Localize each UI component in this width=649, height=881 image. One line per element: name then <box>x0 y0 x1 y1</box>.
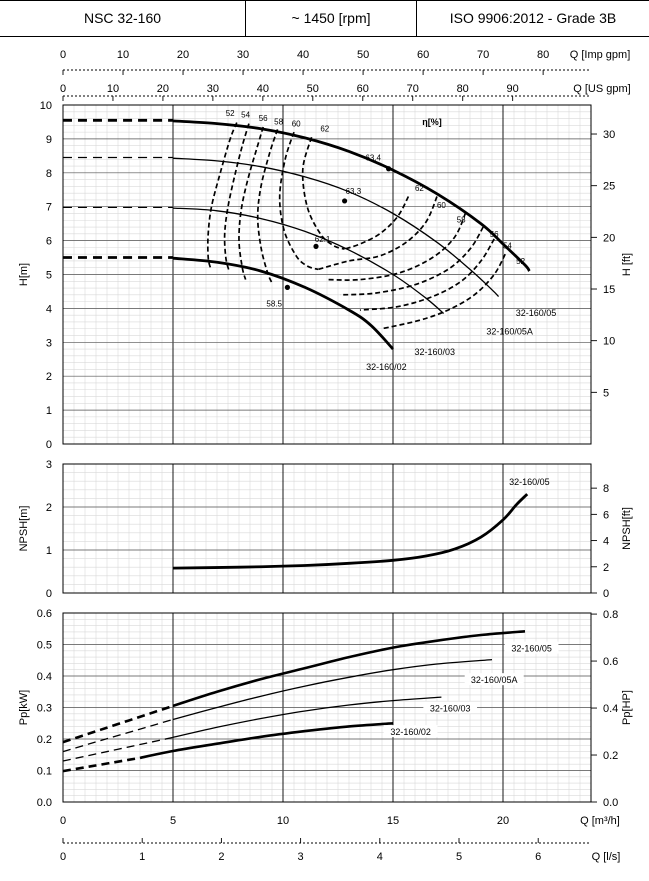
iso-eff-left-56 <box>239 127 263 280</box>
head-right-tick-label: 15 <box>603 284 616 297</box>
bep-efficiency-label: 62.1 <box>314 234 331 244</box>
npsh-right-tick-label: 0 <box>603 588 610 600</box>
q-m3h-tick-label: 10 <box>276 815 290 827</box>
q-usgpm-axis-label: Q [US gpm] <box>573 83 631 95</box>
head-right-tick-label: 5 <box>603 387 610 400</box>
q-ls-tick-label: 0 <box>59 851 67 863</box>
head-right-tick-label: 10 <box>603 335 616 348</box>
q-usgpm-tick-label: 60 <box>356 83 369 95</box>
npsh-right-tick-label: 4 <box>603 535 610 548</box>
iso-eff-label-right-62: 62 <box>414 184 424 194</box>
q-usgpm-tick-label: 50 <box>306 83 319 95</box>
head-ylabel-right: H [ft] <box>621 252 633 277</box>
npsh-right-tick-label: 2 <box>603 561 610 574</box>
iso-eff-label-left-60: 60 <box>291 119 301 129</box>
power-right-tick-label: 0.2 <box>603 750 619 763</box>
q-usgpm-tick-label: 70 <box>406 83 419 95</box>
power-curve-label-32-160-05: 32-160/05 <box>511 643 552 654</box>
head-ytick-label: 8 <box>45 167 52 180</box>
npsh-ytick-label: 3 <box>45 459 52 471</box>
bep-marker <box>313 244 318 249</box>
head-right-tick-label: 25 <box>603 180 616 193</box>
npsh-curve-label-32-160-05: 32-160/05 <box>509 477 550 488</box>
power-right-tick-label: 0.4 <box>603 703 619 716</box>
npsh-curve-32-160-05 <box>173 494 527 568</box>
head-ytick-label: 1 <box>45 405 52 418</box>
iso-eff-left-52 <box>208 123 237 268</box>
power-ytick-label: 0.0 <box>36 797 52 809</box>
power-ytick-label: 0.3 <box>36 702 52 715</box>
iso-eff-label-right-54: 54 <box>502 241 512 251</box>
iso-eff-label-left-58: 58 <box>274 117 284 127</box>
q-m3h-axis-label: Q [m³/h] <box>580 815 620 827</box>
head-right-tick-label: 30 <box>603 129 616 142</box>
bep-marker <box>285 285 290 290</box>
head-ylabel: H[m] <box>18 262 30 287</box>
head-ytick-label: 7 <box>45 201 52 214</box>
head-ytick-label: 10 <box>39 100 52 112</box>
head-ytick-label: 0 <box>45 439 52 451</box>
q-m3h-tick-label: 5 <box>169 815 177 827</box>
power-ytick-label: 0.5 <box>36 639 52 652</box>
iso-eff-label-left-54: 54 <box>241 110 251 120</box>
q-impgpm-tick-label: 0 <box>59 49 67 61</box>
iso-eff-label-right-58: 58 <box>456 215 466 225</box>
iso-eff-label-right-60: 60 <box>436 201 446 211</box>
power-ylabel-right: Pp[HP] <box>621 690 633 725</box>
power-curve-label-32-160-02: 32-160/02 <box>390 727 431 738</box>
power-curve-label-32-160-05a: 32-160/05A <box>470 675 518 686</box>
q-m3h-tick-label: 20 <box>496 815 510 827</box>
q-ls-tick-label: 6 <box>535 851 542 863</box>
head-ytick-label: 2 <box>45 371 52 384</box>
q-ls-tick-label: 4 <box>376 851 383 863</box>
q-usgpm-tick-label: 90 <box>506 83 519 95</box>
power-right-tick-label: 0.0 <box>603 797 619 809</box>
q-impgpm-tick-label: 60 <box>416 49 430 61</box>
head-right-tick-label: 20 <box>603 232 616 245</box>
bep-efficiency-label: 63.3 <box>345 186 362 196</box>
q-m3h-tick-label: 15 <box>386 815 400 827</box>
pump-speed: ~ 1450 [rpm] <box>246 1 417 36</box>
npsh-ylabel-right: NPSH[ft] <box>621 507 633 550</box>
pump-model: NSC 32-160 <box>0 1 246 36</box>
q-usgpm-tick-label: 0 <box>59 83 67 95</box>
iso-eff-right-58 <box>327 213 466 280</box>
q-usgpm-tick-label: 10 <box>106 83 120 95</box>
q-usgpm-tick-label: 30 <box>206 83 220 95</box>
head-ytick-label: 5 <box>45 269 52 282</box>
q-ls-tick-label: 3 <box>297 851 304 863</box>
head-ytick-label: 6 <box>45 235 52 248</box>
bep-marker <box>386 166 391 171</box>
text-layer <box>18 49 633 863</box>
iso-eff-right-60 <box>318 197 437 270</box>
q-ls-tick-label: 2 <box>218 851 225 863</box>
q-impgpm-tick-label: 50 <box>356 49 370 61</box>
q-impgpm-tick-label: 30 <box>236 49 250 61</box>
head-curve-label-32-160-03: 32-160/03 <box>414 346 456 357</box>
bep-efficiency-label: 63.4 <box>365 153 381 163</box>
q-impgpm-tick-label: 70 <box>476 49 490 61</box>
power-curve-32-160-02 <box>140 723 393 758</box>
npsh-ytick-label: 2 <box>45 502 52 514</box>
power-curve-label-32-160-03: 32-160/03 <box>429 703 471 714</box>
q-impgpm-tick-label: 40 <box>296 49 310 61</box>
power-ylabel: Pp[kW] <box>18 689 30 726</box>
head-curve-label-32-160-02: 32-160/02 <box>366 362 407 373</box>
bep-efficiency-label: 58.5 <box>266 299 282 309</box>
q-impgpm-tick-label: 80 <box>537 49 550 61</box>
q-ls-tick-label: 1 <box>139 851 146 863</box>
head-curve-32-160-05 <box>173 121 529 271</box>
head-curve-label-32-160-05: 32-160/05 <box>515 307 557 318</box>
head-curve-label-32-160-05a: 32-160/05A <box>486 326 533 337</box>
head-ytick-label: 9 <box>45 133 52 146</box>
power-ytick-label: 0.2 <box>36 734 52 746</box>
power-right-tick-label: 0.6 <box>603 656 619 669</box>
power-right-tick-label: 0.8 <box>603 609 619 622</box>
iso-eff-label-right-52: 52 <box>516 256 526 266</box>
bep-marker <box>342 198 347 203</box>
iso-eff-label-left-56: 56 <box>258 113 268 123</box>
grid-layer <box>63 105 591 802</box>
q-usgpm-tick-label: 40 <box>256 83 269 95</box>
q-usgpm-tick-label: 80 <box>456 83 469 95</box>
q-impgpm-tick-label: 10 <box>116 49 130 61</box>
head-ytick-label: 4 <box>45 303 52 316</box>
q-ls-axis-label: Q [l/s] <box>591 851 621 863</box>
q-usgpm-tick-label: 20 <box>156 83 170 95</box>
iso-eff-label-right-56: 56 <box>489 229 499 239</box>
power-ytick-label: 0.4 <box>36 671 52 683</box>
npsh-ylabel: NPSH[m] <box>18 505 30 552</box>
npsh-ytick-label: 1 <box>45 545 52 557</box>
test-standard: ISO 9906:2012 - Grade 3B <box>449 10 617 26</box>
q-ls-tick-label: 5 <box>455 851 463 863</box>
iso-eff-label-left-52: 52 <box>225 108 235 118</box>
iso-eff-label-left-62: 62 <box>320 124 330 134</box>
npsh-ytick-label: 0 <box>45 588 52 600</box>
q-m3h-tick-label: 0 <box>59 815 67 827</box>
npsh-right-tick-label: 6 <box>603 509 610 522</box>
efficiency-label: η[%] <box>422 117 442 127</box>
head-curve-32-160-05a <box>173 158 499 296</box>
power-ytick-label: 0.6 <box>36 608 52 620</box>
q-impgpm-axis-label: Q [Imp gpm] <box>569 49 631 61</box>
q-impgpm-tick-label: 20 <box>176 49 190 61</box>
head-ytick-label: 3 <box>45 337 52 350</box>
npsh-right-tick-label: 8 <box>603 483 610 496</box>
power-ytick-label: 0.1 <box>36 765 52 778</box>
